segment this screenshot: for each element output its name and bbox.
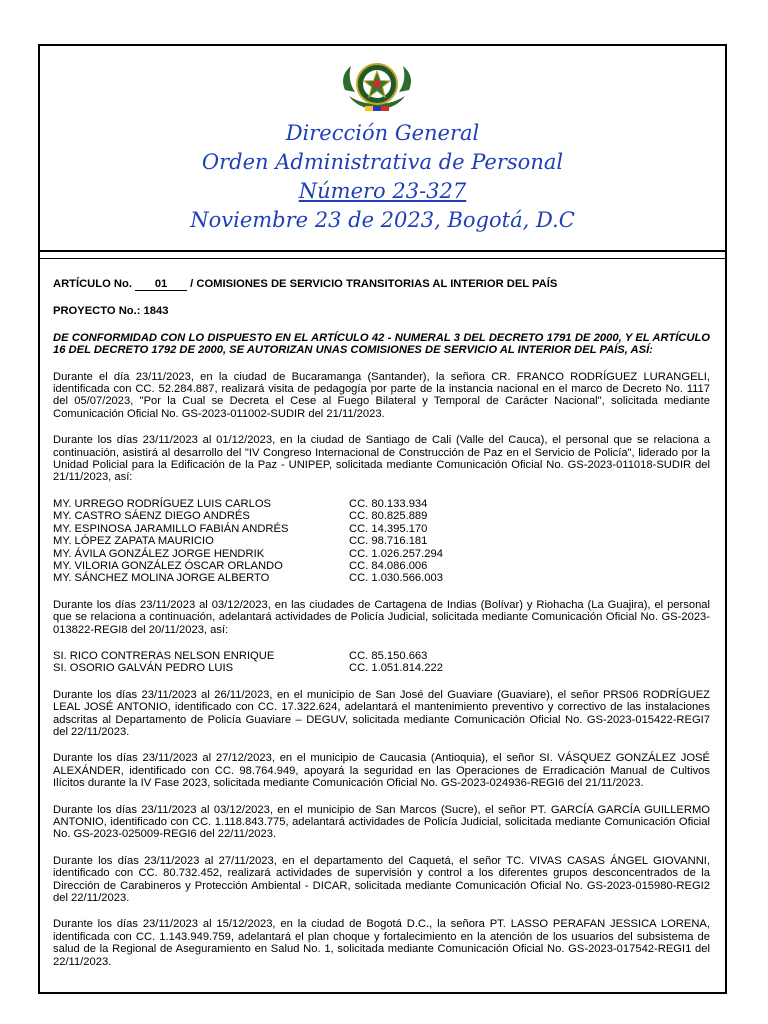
paragraph-caucasia: Durante los días 23/11/2023 al 27/12/2023, en el municipio de Caucasia (Antioquia), el señor SI. VÁSQUEZ GONZÁLEZ JOSÉ ALEXÁNDER, identificado con CC. 98.764.949, apoyará la seguridad en las Operaciones de Erradicación Manual de Cultivos Ilícitos durante la IV Fase 2023, solicitada mediante Comunicación Oficial No. GS-2023-024936-REGI6 del 21/11/2023. (53, 752, 710, 790)
person-name: MY. URREGO RODRÍGUEZ LUIS CARLOS (53, 497, 271, 510)
document-title-block (40, 119, 725, 235)
paragraph-cartagena: Durante los días 23/11/2023 al 03/12/2023, en las ciudades de Cartagena de Indias (Bolívar) y Riohacha (La Guajira), el personal que se relaciona a continuación, adelantará actividades de Policía Judicial, solicitada mediante Comunicación Oficial No. GS-2023-013822-REGI8 del 20/11/2023, así: (53, 598, 710, 636)
person-name: MY. ÁVILA GONZÁLEZ JORGE HENDRIK (53, 547, 265, 560)
person-name: MY. LÓPEZ ZAPATA MAURICIO (53, 535, 214, 548)
paragraph-cali: Durante los días 23/11/2023 al 01/12/2023, en la ciudad de Santiago de Cali (Valle del Cauca), el personal que se relaciona a continuación, asistirá al desarrollo del "IV Congreso Internacional de Construcción de Paz en el Servicio de Policía", liderado por la Unidad Policial para la Edificación de la Paz - UNIPEP, solicitada mediante Comunicación Oficial No. GS-2023-011018-SUDIR del 21/11/2023, así: (53, 434, 710, 484)
people-list-cartagena (53, 650, 710, 675)
person-cc: CC. 1.026.257.294 (349, 547, 443, 560)
people-list-cali (53, 498, 710, 585)
articulo-sep: / (190, 278, 194, 290)
paragraph-bucaramanga: Durante el día 23/11/2023, en la ciudad de Bucaramanga (Santander), la señora CR. FRANCO RODRÍGUEZ LURANGELI, identificada con CC. 52.284.887, realizará visita de pedagogía por parte de la instancia nacional en el marco de Decreto No. 1117 del 05/07/2023, "Por la Cual se Decreta el Cese al Fuego Bilateral y Temporal de Carácter Nacional", solicitada mediante Comunicación Oficial No. GS-2023-011002-SUDIR del 21/11/2023. (53, 370, 710, 420)
person-cc: CC. 1.051.814.222 (349, 662, 443, 675)
person-cc: CC. 80.133.934 (349, 497, 428, 510)
person-name: MY. VILORIA GONZÁLEZ ÓSCAR ORLANDO (53, 559, 283, 572)
list-item (53, 548, 710, 560)
list-item (53, 650, 710, 662)
list-item (53, 572, 710, 584)
articulo-title: COMISIONES DE SERVICIO TRANSITORIAS AL INTERIOR DEL PAÍS (196, 278, 558, 290)
list-item (53, 535, 710, 547)
police-emblem-icon (337, 56, 417, 116)
list-item (53, 560, 710, 572)
list-item (53, 498, 710, 510)
articulo-label: ARTÍCULO No. (53, 278, 132, 290)
document-frame (38, 44, 727, 994)
header-divider (40, 258, 725, 259)
title-direccion: Dirección General (285, 121, 480, 145)
list-item (53, 523, 710, 535)
articulo-line (53, 278, 710, 291)
title-orden: Orden Administrativa de Personal (201, 150, 564, 174)
paragraph-caqueta: Durante los días 23/11/2023 al 27/11/2023, en el departamento del Caquetá, el señor TC. VIVAS CASAS ÁNGEL GIOVANNI, identificado con CC. 80.732.452, realizará actividades de supervisión y control a los diferentes grupos desconcentrados de la Dirección de Carabineros y Protección Ambiental - DICAR, solicitada mediante Comunicación Oficial No. GS-2023-015980-REGI2 del 22/11/2023. (53, 854, 710, 905)
person-cc: CC. 98.716.181 (349, 535, 428, 548)
title-fecha: Noviembre 23 de 2023, Bogotá, D.C (190, 208, 575, 232)
list-item (53, 662, 710, 674)
person-name: MY. ESPINOSA JARAMILLO FABIÁN ANDRÉS (53, 522, 289, 535)
person-name: SI. OSORIO GALVÁN PEDRO LUIS (53, 662, 234, 675)
paragraph-san-marcos: Durante los días 23/11/2023 al 03/12/2023, en el municipio de San Marcos (Sucre), el señor PT. GARCÍA GARCÍA GUILLERMO ANTONIO, identificado con CC. 1.118.843.775, adelantará actividades de Policía Judicial, solicitada mediante Comunicación Oficial No. GS-2023-025009-REGI6 del 22/11/2023. (53, 803, 710, 841)
title-numero: Número 23-327 (298, 179, 467, 203)
proyecto-line: PROYECTO No.: 1843 (53, 305, 169, 318)
paragraph-bogota: Durante los días 23/11/2023 al 15/12/2023, en la ciudad de Bogotá D.C., la señora PT. LASSO PERAFAN JESSICA LORENA, identificada con CC. 1.143.949.759, adelantará el plan choque y fortalecimiento en la atención de los usuarios del subsistema de salud de la Regional de Aseguramiento en Salud No. 1, solicitada mediante Comunicación Oficial No. GS-2023-017542-REGI1 del 22/11/2023. (53, 918, 710, 968)
person-cc: CC. 1.030.566.003 (349, 572, 443, 585)
person-cc: CC. 84.086.006 (349, 559, 428, 572)
person-name: MY. SÁNCHEZ MOLINA JORGE ALBERTO (53, 572, 270, 585)
intro-paragraph: DE CONFORMIDAD CON LO DISPUESTO EN EL ARTÍCULO 42 - NUMERAL 3 DEL DECRETO 1791 DE 2000, Y EL ARTÍCULO 16 DEL DECRETO 1792 DE 2000, SE AUTORIZAN UNAS COMISIONES DE SERVICIO AL INTERIOR DEL PAÍS, ASÍ: (53, 331, 710, 357)
paragraph-guaviare: Durante los días 23/11/2023 al 26/11/2023, en el municipio de San José del Guaviare (Guaviare), el señor PRS06 RODRÍGUEZ LEAL JOSÉ ANTONIO, identificado con CC. 17.322.624, adelantará el mantenimiento preventivo y correctivo de las instalaciones adscritas al Departamento de Policía Guaviare – DEGUV, solicitada mediante Comunicación Oficial No. GS-2023-015422-REGI7 del 22/11/2023. (53, 688, 710, 738)
document-body (53, 278, 710, 982)
person-name: MY. CASTRO SÁENZ DIEGO ANDRÉS (53, 510, 250, 523)
person-cc: CC. 14.395.170 (349, 522, 428, 535)
person-name: SI. RICO CONTRERAS NELSON ENRIQUE (53, 649, 275, 662)
list-item (53, 510, 710, 522)
articulo-number: 01 (135, 278, 187, 291)
person-cc: CC. 85.150.663 (349, 649, 428, 662)
document-header (40, 46, 725, 252)
person-cc: CC. 80.825.889 (349, 510, 428, 523)
